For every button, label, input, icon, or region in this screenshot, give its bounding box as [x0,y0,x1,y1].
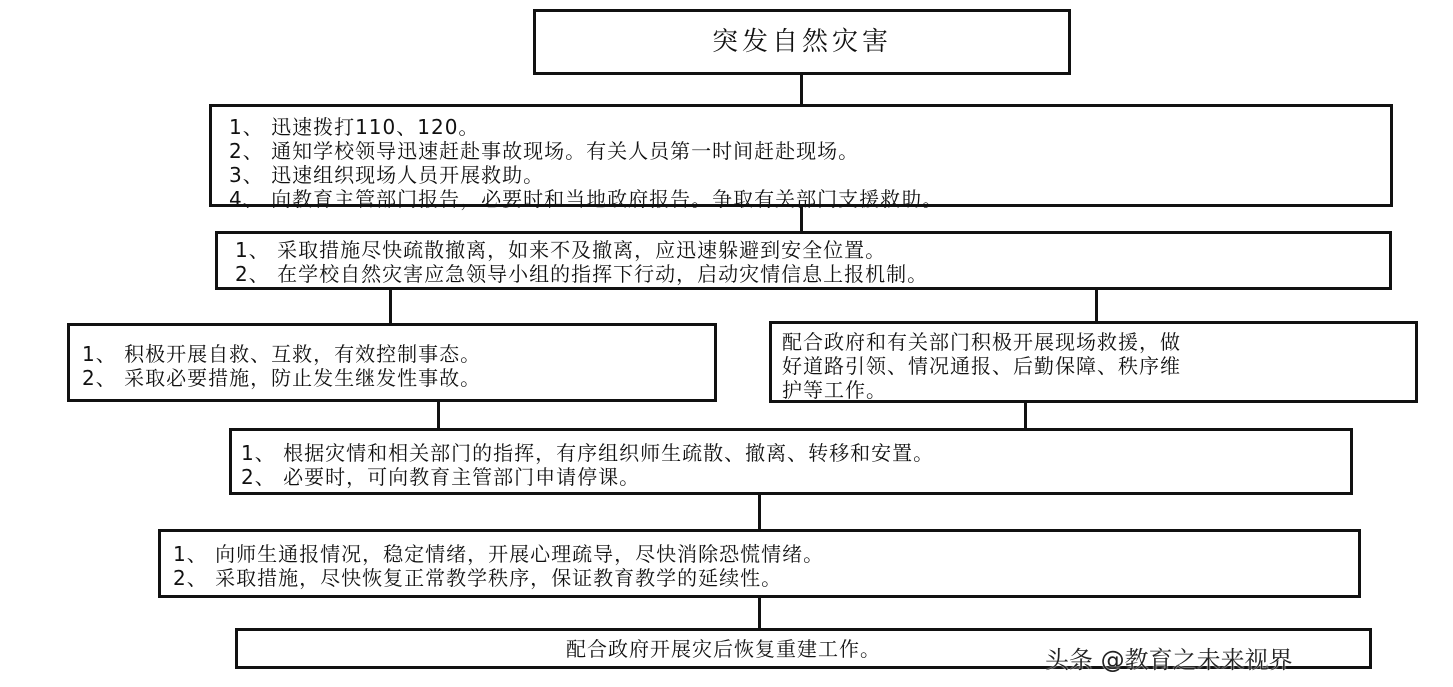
step3-left-box [67,323,717,402]
step4-line-1: 1、 根据灾情和相关部门的指挥，有序组织师生疏散、撤离、转移和安置。 [241,441,935,465]
step1-line-2: 2、 通知学校领导迅速赶赴事故现场。有关人员第一时间赶赴现场。 [229,139,860,163]
step3-left-line-2: 2、 采取必要措施，防止发生继发性事故。 [82,366,482,390]
step3-right-line-1: 配合政府和有关部门积极开展现场救援，做 [782,330,1181,354]
connector-step4-step5 [758,495,761,529]
connector-left-step4 [437,402,440,428]
step1-line-4: 4、 向教育主管部门报告，必要时和当地政府报告。争取有关部门支援救助。 [229,187,944,211]
connector-right-step4 [1024,403,1027,428]
connector-step5-step6 [758,598,761,628]
step6-line: 配合政府开展灾后恢复重建工作。 [566,636,881,661]
step5-line-2: 2、 采取措施，尽快恢复正常教学秩序，保证教育教学的延续性。 [173,566,783,590]
step5-line-1: 1、 向师生通报情况，稳定情绪，开展心理疏导，尽快消除恐慌情绪。 [173,542,825,566]
step1-line-1: 1、 迅速拨打110、120。 [229,115,480,139]
flowchart-title: 突发自然灾害 [711,27,892,57]
step2-line-2: 2、 在学校自然灾害应急领导小组的指挥下行动，启动灾情信息上报机制。 [235,262,929,286]
step4-line-2: 2、 必要时，可向教育主管部门申请停课。 [241,465,641,489]
step2-line-1: 1、 采取措施尽快疏散撤离，如来不及撤离，应迅速躲避到安全位置。 [235,238,887,262]
step2-box [215,231,1392,290]
step3-right-line-3: 护等工作。 [782,378,887,402]
step3-right-box [769,321,1418,403]
step1-line-3: 3、 迅速组织现场人员开展救助。 [229,163,545,187]
step3-left-line-1: 1、 积极开展自救、互救，有效控制事态。 [82,342,482,366]
step5-box [158,529,1361,598]
step1-box [209,104,1393,211]
flowchart-title-box [533,9,1071,75]
watermark-text: 头条 @教育之未来视界 [1045,646,1293,674]
step3-right-line-2: 好道路引领、情况通报、后勤保障、秩序维 [782,354,1181,378]
connector-step2-right [1095,290,1098,321]
step4-box [229,428,1353,495]
connector-title-step1 [800,75,803,104]
connector-step2-left [389,290,392,323]
